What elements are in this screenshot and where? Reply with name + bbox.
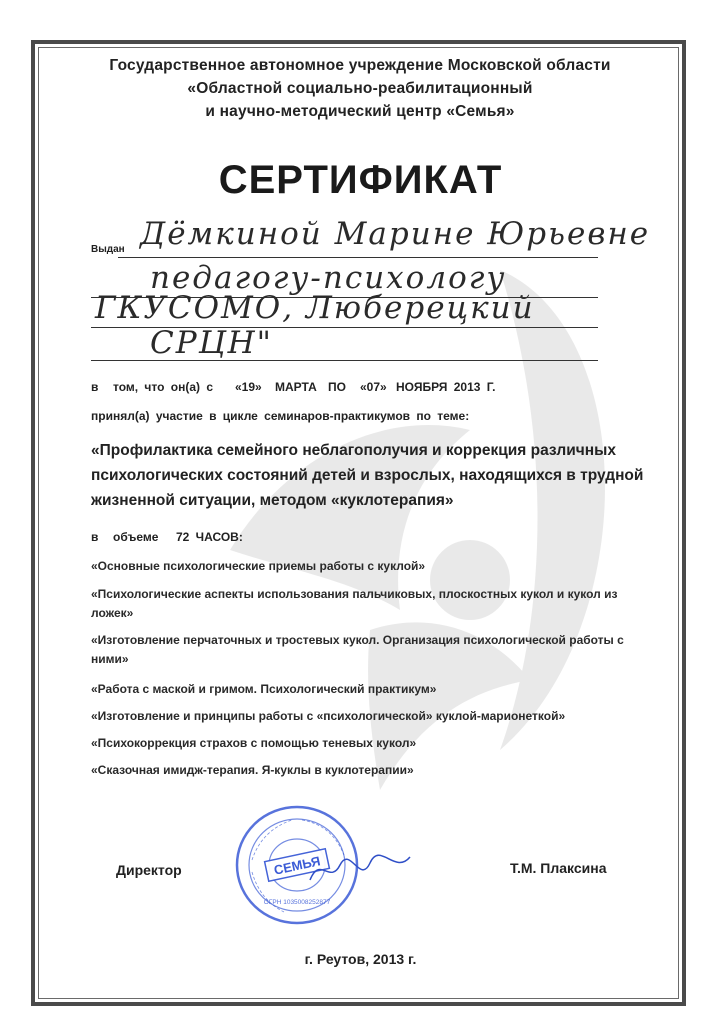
stamp-center-text: СЕМЬЯ	[272, 853, 322, 878]
recipient-organization-line-1: ГКУСОМО, Люберецкий	[95, 290, 535, 326]
director-name: Т.М. Плаксина	[510, 860, 607, 876]
volume-hours: 72 ЧАСОВ:	[176, 530, 243, 544]
period-text: том, что он(а) с	[113, 380, 214, 394]
volume-in: в	[91, 530, 99, 544]
period-in: в	[91, 380, 99, 394]
recipient-name-line	[118, 257, 598, 258]
institution-line-3: и научно-методический центр «Семья»	[205, 103, 515, 120]
topic-item: «Сказочная имидж-терапия. Я-куклы в куклотерапии»	[91, 763, 414, 777]
issued-label: Выдан	[91, 244, 125, 255]
city-year: г. Реутов, 2013 г.	[304, 951, 417, 967]
recipient-organization-line-2: СРЦН"	[150, 325, 273, 361]
seminar-theme-line-2: психологических состояний детей и взрослых, находящихся в трудной	[91, 467, 644, 484]
organization-line-2	[91, 360, 598, 361]
director-label: Директор	[116, 862, 182, 878]
institution-line-1: Государственное автономное учреждение Московской области	[109, 57, 611, 74]
volume-label: объеме	[113, 530, 159, 544]
period-start-day: «19»	[235, 380, 262, 394]
recipient-name: Дёмкиной Марине Юрьевне	[140, 216, 651, 252]
director-signature	[300, 845, 420, 895]
topic-item: «Работа с маской и гримом. Психологический практикум»	[91, 682, 437, 696]
seminar-theme-line-1: «Профилактика семейного неблагополучия и коррекция различных	[91, 442, 617, 459]
period-end-day: «07»	[360, 380, 387, 394]
seminar-theme-line-3: жизненной ситуации, методом «куклотерапия»	[91, 492, 454, 509]
recipient-position: педагогу-психологу	[150, 260, 507, 296]
period-start-month: МАРТА	[275, 380, 317, 394]
institution-line-2: «Областной социально-реабилитационный	[187, 80, 533, 97]
topic-item: «Изготовление и принципы работы с «психологической» куклой-марионеткой»	[91, 709, 566, 723]
participation-text: принял(а) участие в цикле семинаров-практикумов по теме:	[91, 409, 470, 423]
topic-item: «Психологические аспекты использования пальчиковых, плоскостных кукол и кукол из ложек»	[91, 587, 618, 620]
period-to: ПО	[328, 380, 346, 394]
topic-item: «Психокоррекция страхов с помощью теневых кукол»	[91, 736, 417, 750]
topic-item: «Изготовление перчаточных и тростевых кукол. Организация психологической работы с ними»	[91, 633, 624, 666]
certificate-title: СЕРТИФИКАТ	[218, 158, 503, 202]
topic-item: «Основные психологические приемы работы с куклой»	[91, 559, 426, 573]
stamp-ogrn: ОГРН 1035008252877	[263, 899, 331, 906]
period-end-month-year: НОЯБРЯ 2013 Г.	[396, 380, 496, 394]
